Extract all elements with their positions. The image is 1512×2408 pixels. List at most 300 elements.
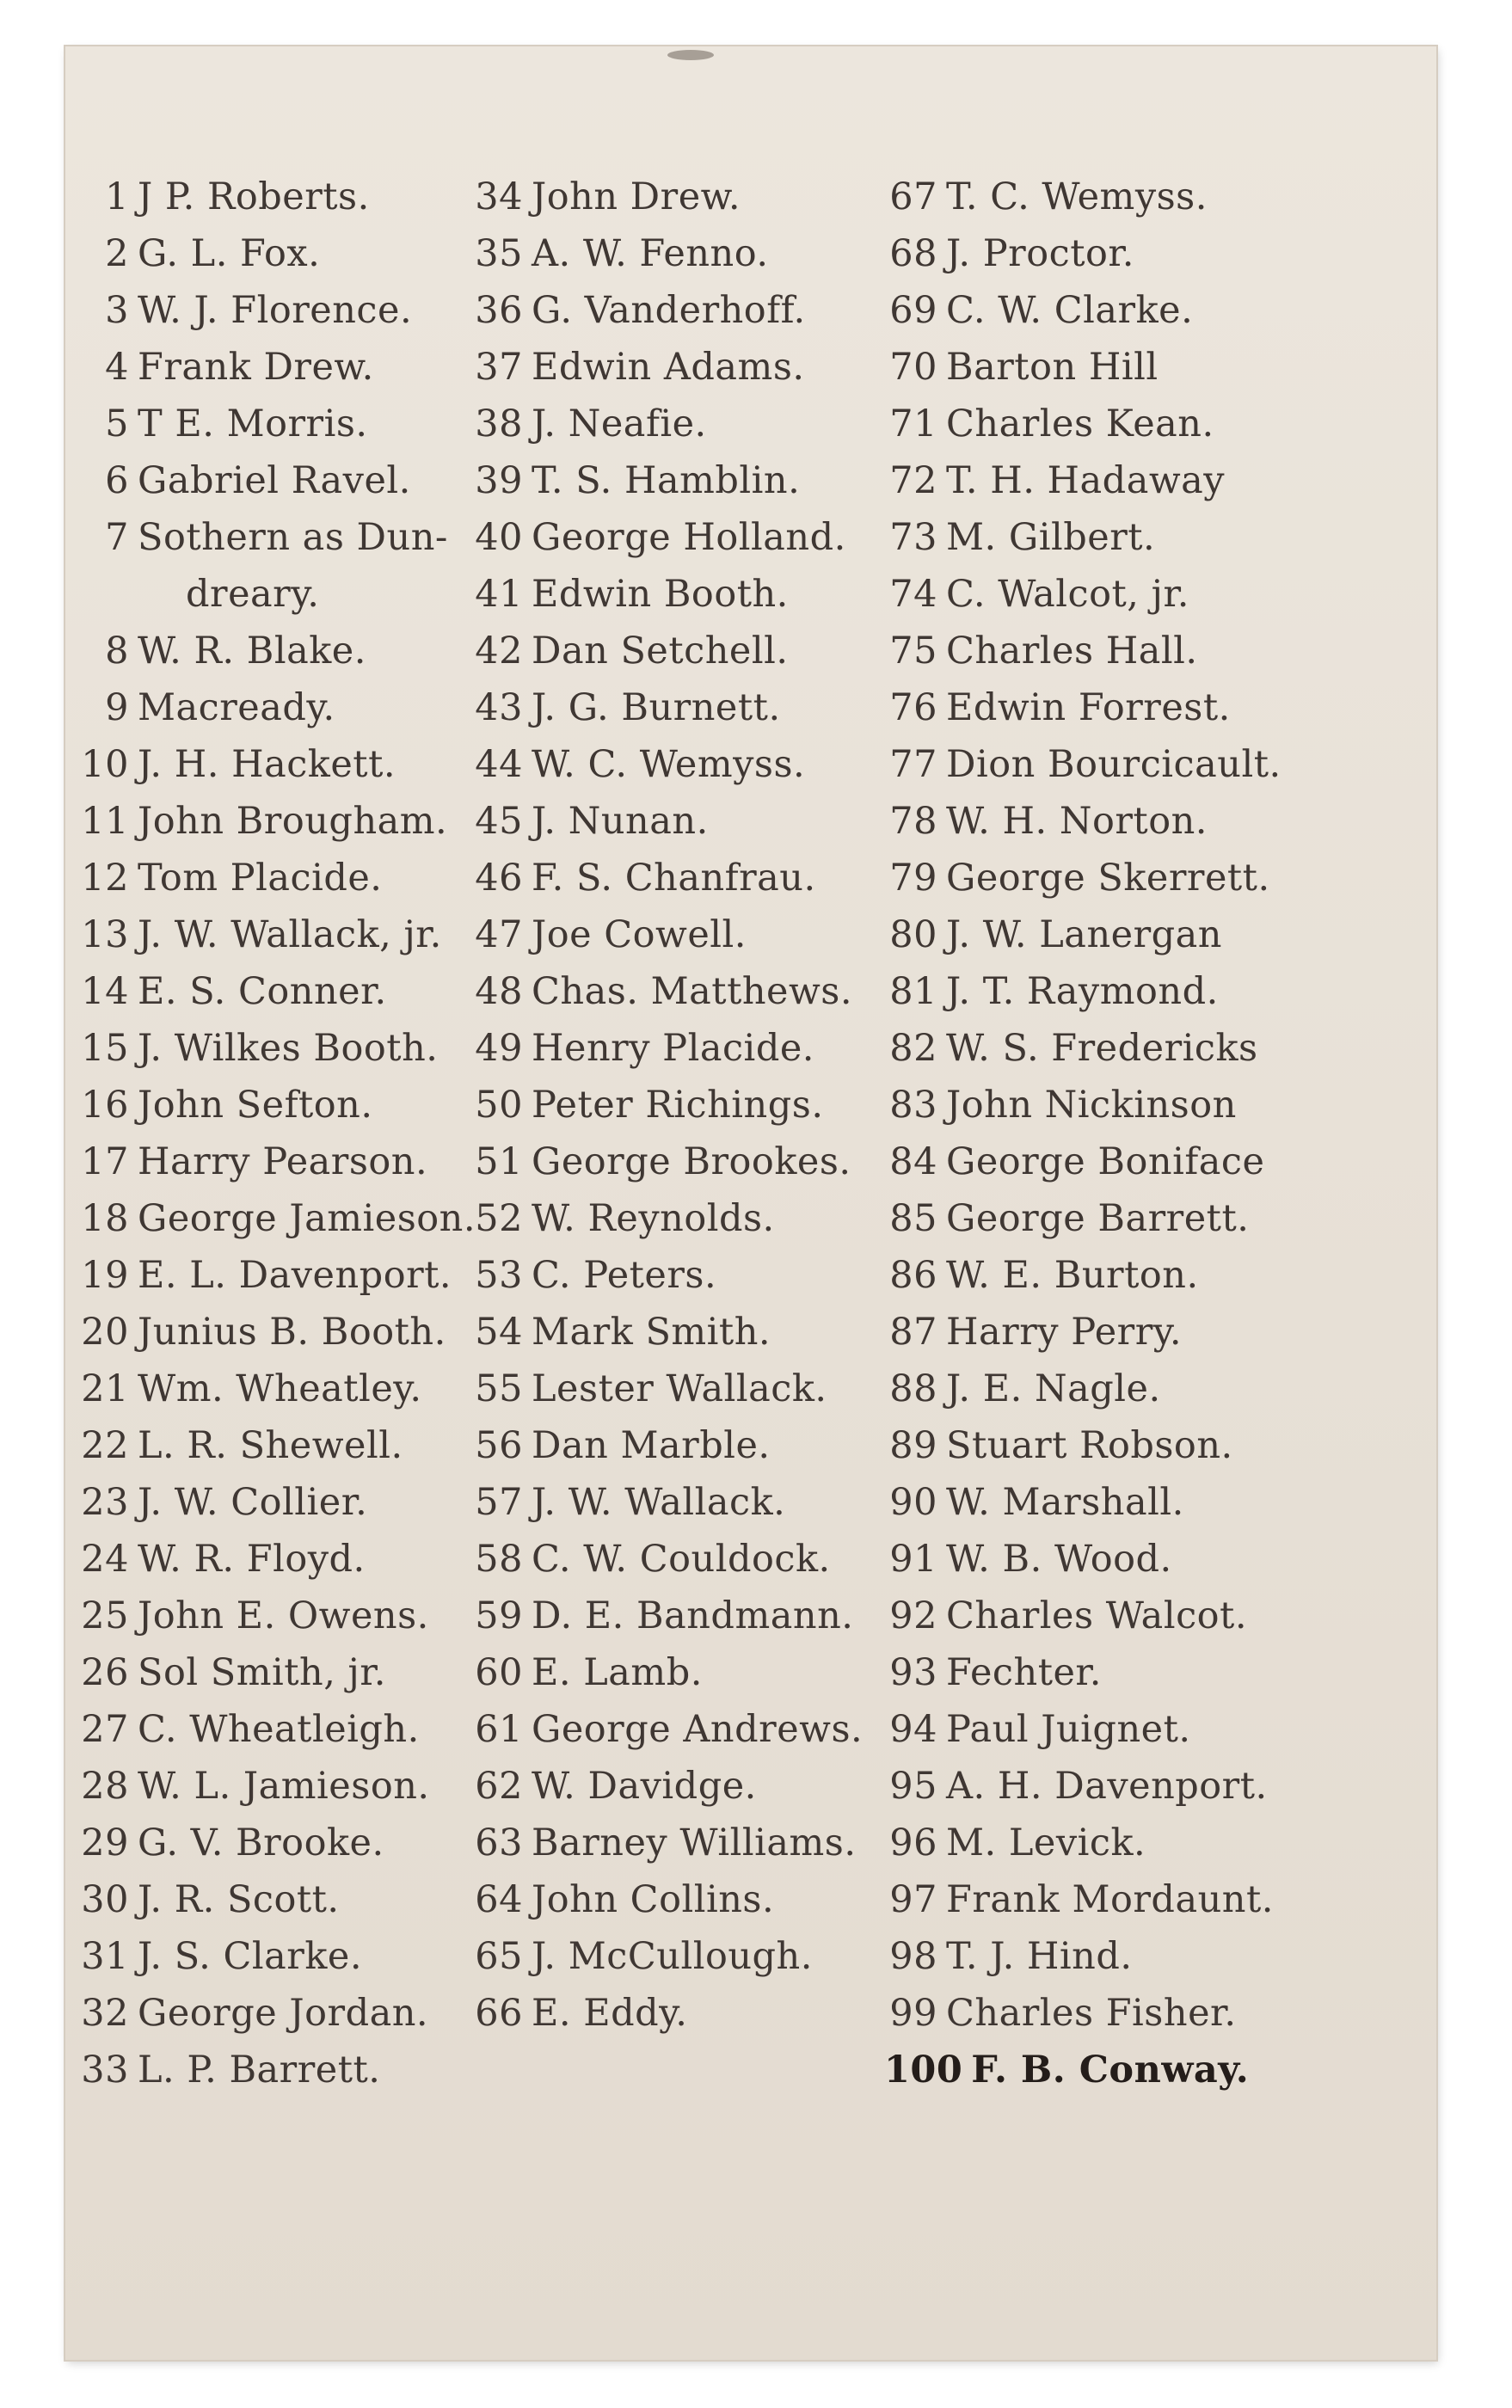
entry-name: J. Wilkes Booth.	[138, 1027, 439, 1070]
entry-name: J. W. Lanergan	[946, 913, 1222, 956]
list-item	[470, 1871, 874, 1928]
entry-name: John Collins.	[532, 1878, 775, 1921]
entry-name: George Holland.	[532, 516, 846, 559]
list-item	[884, 1190, 1435, 1247]
entry-name: W. E. Burton.	[946, 1254, 1199, 1297]
list-item	[884, 1304, 1435, 1361]
entry-name: J. W. Wallack.	[532, 1481, 786, 1524]
list-item	[470, 1417, 874, 1474]
list-item	[884, 1928, 1435, 1985]
entry-name: A. W. Fenno.	[532, 232, 769, 275]
list-item	[470, 1474, 874, 1531]
entry-number: 37	[475, 346, 523, 389]
entry-name: Barney Williams.	[532, 1821, 857, 1864]
entry-name: Frank Mordaunt.	[946, 1878, 1274, 1921]
list-item	[884, 1985, 1435, 2042]
entry-number: 83	[889, 1084, 937, 1127]
entry-name: T. S. Hamblin.	[532, 459, 801, 502]
entry-name: J. Neafie.	[532, 402, 707, 445]
entry-name: Dion Bourcicault.	[946, 743, 1282, 786]
entry-number: 61	[475, 1708, 523, 1751]
entry-name: F. S. Chanfrau.	[532, 857, 816, 900]
list-item	[470, 169, 874, 225]
entry-name: Harry Perry.	[946, 1311, 1183, 1354]
entry-name: Fechter.	[946, 1651, 1102, 1694]
entry-number: 41	[475, 573, 523, 616]
entry-name: Lester Wallack.	[532, 1367, 827, 1410]
entry-number: 90	[889, 1481, 937, 1524]
entry-number: 21	[81, 1367, 129, 1410]
card	[65, 46, 1436, 2360]
list-item	[470, 282, 874, 339]
entry-number: 70	[889, 346, 937, 389]
list-item	[884, 1531, 1435, 1588]
list-item	[79, 1247, 492, 1304]
entry-name: J. S. Clarke.	[138, 1935, 363, 1978]
list-item	[470, 566, 874, 623]
entry-name: W. B. Wood.	[946, 1538, 1172, 1581]
entry-name: W. C. Wemyss.	[532, 743, 806, 786]
column-2	[470, 169, 874, 2042]
entry-name: E. S. Conner.	[138, 970, 387, 1013]
list-item	[79, 1133, 492, 1190]
entry-name: George Boniface	[946, 1140, 1265, 1183]
entry-name: Junius B. Booth.	[138, 1311, 446, 1354]
entry-number: 79	[889, 857, 937, 900]
entry-number: 31	[81, 1935, 129, 1978]
list-item	[79, 339, 492, 396]
entry-number: 43	[475, 686, 523, 729]
entry-number: 80	[889, 913, 937, 956]
list-item	[884, 396, 1435, 452]
list-item	[470, 1928, 874, 1985]
list-item	[884, 1701, 1435, 1758]
entry-number: 25	[81, 1594, 129, 1637]
entry-name: J. W. Collier.	[138, 1481, 368, 1524]
list-item	[884, 1815, 1435, 1871]
entry-name: Wm. Wheatley.	[138, 1367, 422, 1410]
entry-number: 65	[475, 1935, 523, 1978]
entry-name: John Brougham.	[138, 800, 448, 843]
entry-number: 77	[889, 743, 937, 786]
list-item	[884, 736, 1435, 793]
entry-number: 94	[889, 1708, 937, 1751]
list-item	[470, 963, 874, 1020]
entry-name: George Brookes.	[532, 1140, 851, 1183]
list-item	[470, 339, 874, 396]
list-item	[79, 1417, 492, 1474]
entry-number: 89	[889, 1424, 937, 1467]
entry-number: 23	[81, 1481, 129, 1524]
entry-name: Harry Pearson.	[138, 1140, 428, 1183]
entry-number: 32	[81, 1992, 129, 2035]
entry-name: T E. Morris.	[138, 402, 368, 445]
list-item	[470, 623, 874, 679]
entry-number: 60	[475, 1651, 523, 1694]
list-item	[79, 1077, 492, 1133]
entry-number: 17	[81, 1140, 129, 1183]
list-item	[884, 1474, 1435, 1531]
list-item	[79, 1190, 492, 1247]
list-item	[884, 793, 1435, 850]
entry-number: 2	[105, 232, 129, 275]
list-item	[884, 169, 1435, 225]
entry-name: Stuart Robson.	[946, 1424, 1233, 1467]
list-item	[79, 850, 492, 906]
list-item	[79, 1758, 492, 1815]
list-item	[470, 1701, 874, 1758]
list-item	[884, 1758, 1435, 1815]
entry-name: Macready.	[138, 686, 335, 729]
entry-number: 20	[81, 1311, 129, 1354]
list-item	[470, 225, 874, 282]
entry-name: G. L. Fox.	[138, 232, 321, 275]
list-item	[884, 906, 1435, 963]
entry-name: Joe Cowell.	[532, 913, 747, 956]
entry-number: 49	[475, 1027, 523, 1070]
list-item	[79, 623, 492, 679]
entry-name: Chas. Matthews.	[532, 970, 853, 1013]
list-item	[79, 963, 492, 1020]
list-item	[79, 282, 492, 339]
list-item	[884, 1247, 1435, 1304]
list-item	[470, 1361, 874, 1417]
list-item	[470, 793, 874, 850]
entry-name: W. Marshall.	[946, 1481, 1184, 1524]
entry-number: 72	[889, 459, 937, 502]
entry-name: W. Davidge.	[532, 1765, 757, 1808]
column-3	[884, 169, 1435, 2098]
list-item	[470, 1815, 874, 1871]
entry-number: 5	[105, 402, 129, 445]
entry-number: 24	[81, 1538, 129, 1581]
list-item	[79, 1815, 492, 1871]
entry-number: 75	[889, 630, 937, 673]
list-item	[884, 1020, 1435, 1077]
entry-number: 36	[475, 289, 523, 332]
entry-number: 6	[105, 459, 129, 502]
list-item	[884, 509, 1435, 566]
list-item	[79, 2042, 492, 2098]
entry-name: Dan Marble.	[532, 1424, 771, 1467]
entry-name: Edwin Forrest.	[946, 686, 1231, 729]
entry-number: 55	[475, 1367, 523, 1410]
entry-name: Frank Drew.	[138, 346, 374, 389]
entry-name: F. B. Conway.	[971, 2049, 1250, 2092]
entry-number: 46	[475, 857, 523, 900]
entry-name: Charles Walcot.	[946, 1594, 1247, 1637]
list-item	[79, 1871, 492, 1928]
entry-name: Charles Fisher.	[946, 1992, 1237, 2035]
entry-name: G. V. Brooke.	[138, 1821, 384, 1864]
entry-number: 45	[475, 800, 523, 843]
entry-number: 53	[475, 1254, 523, 1297]
entry-number: 81	[889, 970, 937, 1013]
entry-number: 95	[889, 1765, 937, 1808]
entry-name: W. L. Jamieson.	[138, 1765, 430, 1808]
entry-name: E. L. Davenport.	[138, 1254, 452, 1297]
list-item	[79, 1701, 492, 1758]
entry-name: W. J. Florence.	[138, 289, 413, 332]
entry-number: 56	[475, 1424, 523, 1467]
entry-number: 34	[475, 175, 523, 218]
entry-name: dreary.	[186, 573, 320, 616]
list-item	[884, 339, 1435, 396]
entry-name: M. Gilbert.	[946, 516, 1156, 559]
list-item	[470, 1133, 874, 1190]
entry-number: 82	[889, 1027, 937, 1070]
list-item	[884, 1644, 1435, 1701]
list-item	[470, 850, 874, 906]
list-item	[470, 679, 874, 736]
entry-name: C. Wheatleigh.	[138, 1708, 420, 1751]
list-item	[79, 1361, 492, 1417]
entry-name: John Sefton.	[138, 1084, 373, 1127]
list-item	[79, 1644, 492, 1701]
entry-name: T. H. Hadaway	[946, 459, 1226, 502]
entry-number: 39	[475, 459, 523, 502]
list-item	[79, 679, 492, 736]
entry-name: J. G. Burnett.	[532, 686, 781, 729]
entry-number: 1	[105, 175, 129, 218]
list-item	[79, 793, 492, 850]
entry-number: 59	[475, 1594, 523, 1637]
entry-number: 11	[81, 800, 129, 843]
entry-number: 44	[475, 743, 523, 786]
entry-name: Sothern as Dun-	[138, 516, 448, 559]
entry-name: George Jordan.	[138, 1992, 429, 2035]
entry-name: Tom Placide.	[138, 857, 383, 900]
entry-name: J. T. Raymond.	[946, 970, 1219, 1013]
entry-number: 99	[889, 1992, 937, 2035]
entry-name: Charles Hall.	[946, 630, 1198, 673]
list-item	[470, 1531, 874, 1588]
list-item	[884, 1871, 1435, 1928]
entry-name: Peter Richings.	[532, 1084, 824, 1127]
entry-name: C. W. Couldock.	[532, 1538, 831, 1581]
list-item	[884, 1077, 1435, 1133]
entry-name: J. McCullough.	[532, 1935, 813, 1978]
entry-name: J. Nunan.	[532, 800, 709, 843]
list-item	[884, 679, 1435, 736]
list-item	[884, 566, 1435, 623]
entry-number: 10	[81, 743, 129, 786]
entry-name: Edwin Booth.	[532, 573, 789, 616]
entry-number: 97	[889, 1878, 937, 1921]
list-item	[884, 623, 1435, 679]
entry-name: T. J. Hind.	[946, 1935, 1133, 1978]
entry-name: T. C. Wemyss.	[946, 175, 1208, 218]
entry-name: W. S. Fredericks	[946, 1027, 1258, 1070]
entry-number: 64	[475, 1878, 523, 1921]
entry-name: Mark Smith.	[532, 1311, 771, 1354]
entry-number: 19	[81, 1254, 129, 1297]
entry-number: 35	[475, 232, 523, 275]
entry-name: J P. Roberts.	[138, 175, 370, 218]
entry-name: John E. Owens.	[138, 1594, 429, 1637]
entry-number: 27	[81, 1708, 129, 1751]
entry-name: M. Levick.	[946, 1821, 1146, 1864]
entry-number: 51	[475, 1140, 523, 1183]
entry-number: 12	[81, 857, 129, 900]
entry-name: E. Eddy.	[532, 1992, 688, 2035]
list-item	[79, 396, 492, 452]
list-item	[470, 1644, 874, 1701]
list-item	[470, 1247, 874, 1304]
entry-number: 71	[889, 402, 937, 445]
column-1	[79, 169, 492, 2098]
entry-name: E. Lamb.	[532, 1651, 703, 1694]
entry-number: 73	[889, 516, 937, 559]
list-item	[884, 963, 1435, 1020]
entry-name: George Barrett.	[946, 1197, 1250, 1240]
entry-number: 47	[475, 913, 523, 956]
entry-name: George Jamieson.	[138, 1197, 476, 1240]
entry-number: 22	[81, 1424, 129, 1467]
entry-name: George Skerrett.	[946, 857, 1270, 900]
list-item	[470, 1020, 874, 1077]
list-item	[470, 1190, 874, 1247]
entry-name: John Nickinson	[946, 1084, 1237, 1127]
entry-number: 30	[81, 1878, 129, 1921]
entry-number: 26	[81, 1651, 129, 1694]
list-item	[79, 566, 492, 623]
list-item	[884, 1417, 1435, 1474]
list-item	[470, 1758, 874, 1815]
list-item	[79, 1588, 492, 1644]
list-item	[470, 1985, 874, 2042]
list-item	[79, 225, 492, 282]
entry-name: C. Walcot, jr.	[946, 573, 1189, 616]
entry-number: 63	[475, 1821, 523, 1864]
entry-name: Paul Juignet.	[946, 1708, 1191, 1751]
entry-number: 66	[475, 1992, 523, 2035]
list-item	[79, 1531, 492, 1588]
list-item	[470, 509, 874, 566]
entry-name: L. P. Barrett.	[138, 2049, 381, 2092]
entry-number: 98	[889, 1935, 937, 1978]
entry-name: Dan Setchell.	[532, 630, 789, 673]
list-item	[79, 169, 492, 225]
entry-name: W. R. Blake.	[138, 630, 366, 673]
entry-number: 58	[475, 1538, 523, 1581]
ink-smudge	[667, 50, 714, 60]
entry-name: J. W. Wallack, jr.	[138, 913, 442, 956]
list-item	[79, 906, 492, 963]
entry-number: 86	[889, 1254, 937, 1297]
list-item	[79, 1020, 492, 1077]
entry-name: W. Reynolds.	[532, 1197, 775, 1240]
list-item	[79, 1474, 492, 1531]
entry-number: 38	[475, 402, 523, 445]
entry-number: 74	[889, 573, 937, 616]
entry-name: L. R. Shewell.	[138, 1424, 403, 1467]
list-item	[79, 1304, 492, 1361]
entry-number: 52	[475, 1197, 523, 1240]
list-item	[884, 850, 1435, 906]
entry-name: C. Peters.	[532, 1254, 717, 1297]
entry-name: Barton Hill	[946, 346, 1159, 389]
list-item	[470, 1588, 874, 1644]
list-item	[79, 736, 492, 793]
entry-number: 50	[475, 1084, 523, 1127]
entry-name: Charles Kean.	[946, 402, 1214, 445]
entry-name: Sol Smith, jr.	[138, 1651, 386, 1694]
list-item	[470, 906, 874, 963]
list-item	[79, 1985, 492, 2042]
entry-number: 48	[475, 970, 523, 1013]
entry-number: 18	[81, 1197, 129, 1240]
entry-number: 54	[475, 1311, 523, 1354]
entry-number: 40	[475, 516, 523, 559]
list-item	[884, 1133, 1435, 1190]
list-item	[884, 2042, 1435, 2098]
entry-name: George Andrews.	[532, 1708, 864, 1751]
entry-number: 9	[105, 686, 129, 729]
entry-name: Gabriel Ravel.	[138, 459, 411, 502]
entry-number: 7	[105, 516, 129, 559]
entry-name: J. H. Hackett.	[138, 743, 396, 786]
list-item	[470, 1077, 874, 1133]
entry-number: 85	[889, 1197, 937, 1240]
list-item	[884, 282, 1435, 339]
list-item	[470, 396, 874, 452]
list-item	[470, 452, 874, 509]
entry-number: 88	[889, 1367, 937, 1410]
entry-name: W. R. Floyd.	[138, 1538, 366, 1581]
entry-number: 16	[81, 1084, 129, 1127]
list-item	[470, 1304, 874, 1361]
entry-name: John Drew.	[532, 175, 741, 218]
entry-name: C. W. Clarke.	[946, 289, 1194, 332]
entry-number: 14	[81, 970, 129, 1013]
entry-name: Henry Placide.	[532, 1027, 814, 1070]
entry-name: J. E. Nagle.	[946, 1367, 1161, 1410]
entry-number: 15	[81, 1027, 129, 1070]
list-item	[79, 1928, 492, 1985]
entry-number: 87	[889, 1311, 937, 1354]
entry-number: 84	[889, 1140, 937, 1183]
entry-number: 93	[889, 1651, 937, 1694]
entry-number: 78	[889, 800, 937, 843]
entry-number: 100	[884, 2049, 963, 2092]
entry-number: 28	[81, 1765, 129, 1808]
entry-number: 62	[475, 1765, 523, 1808]
list-item	[884, 452, 1435, 509]
entry-number: 42	[475, 630, 523, 673]
entry-number: 96	[889, 1821, 937, 1864]
entry-number: 3	[105, 289, 129, 332]
entry-number: 67	[889, 175, 937, 218]
entry-number: 13	[81, 913, 129, 956]
list-item	[884, 225, 1435, 282]
entry-name: G. Vanderhoff.	[532, 289, 806, 332]
entry-name: A. H. Davenport.	[946, 1765, 1268, 1808]
entry-number: 8	[105, 630, 129, 673]
entry-name: J. Proctor.	[946, 232, 1134, 275]
entry-number: 69	[889, 289, 937, 332]
entry-number: 4	[105, 346, 129, 389]
entry-number: 92	[889, 1594, 937, 1637]
entry-name: W. H. Norton.	[946, 800, 1208, 843]
list-item	[79, 452, 492, 509]
entry-name: J. R. Scott.	[138, 1878, 340, 1921]
entry-name: Edwin Adams.	[532, 346, 805, 389]
entry-number: 76	[889, 686, 937, 729]
list-item	[884, 1588, 1435, 1644]
entry-number: 29	[81, 1821, 129, 1864]
entry-number: 57	[475, 1481, 523, 1524]
